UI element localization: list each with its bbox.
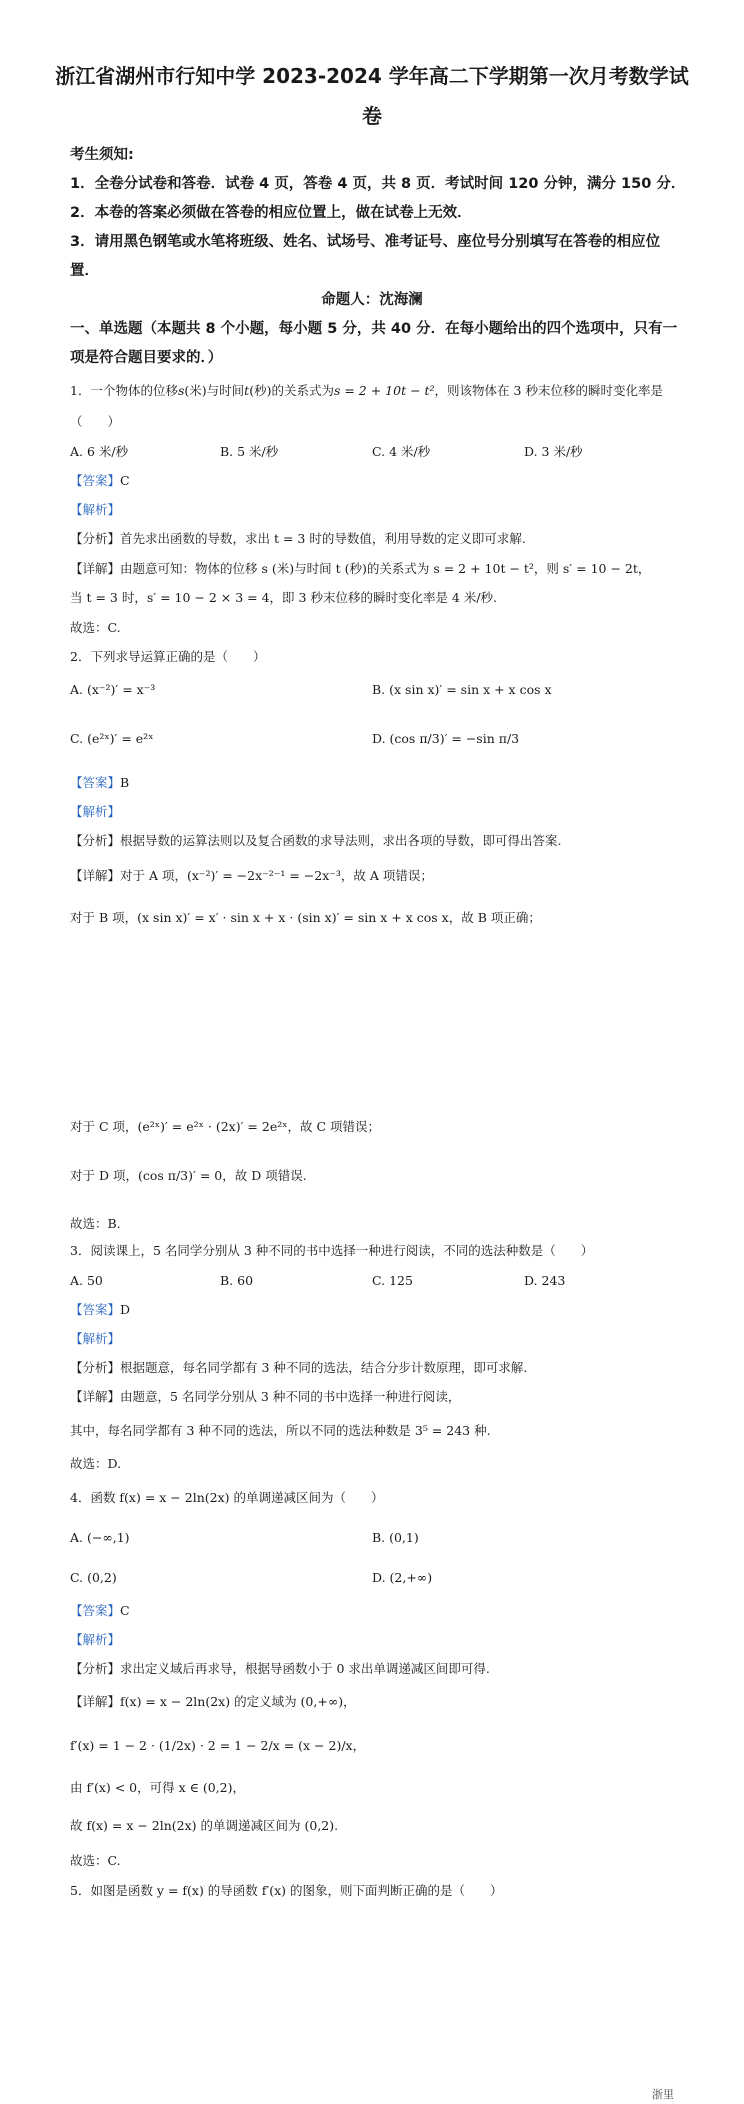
q4-jiexi-label: 【解析】 [70, 1632, 121, 1647]
exam-title-line2: 卷 [362, 104, 382, 128]
q2-detail-a: 【详解】对于 A 项，(x⁻²)′ = −2x⁻²⁻¹ = −2x⁻³，故 A 项错误； [70, 868, 433, 883]
q1-stem: 1．一个物体的位移s(米)与时间t(秒)的关系式为s = 2 + 10t − t²，则该物体在 3 秒末位移的瞬时变化率是 [70, 383, 663, 398]
q3-jiexi-label: 【解析】 [70, 1331, 121, 1346]
section-heading-cont: 项是符合题目要求的．） [70, 350, 223, 366]
q4-option-a: A. (−∞,1) [70, 1530, 130, 1545]
q3-option-a: A. 50 [70, 1273, 103, 1288]
q1-conclusion: 故选：C. [70, 620, 121, 635]
notice-heading: 考生须知: [70, 147, 134, 163]
q5-stem: 5．如图是函数 y = f(x) 的导函数 f′(x) 的图象，则下面判断正确的是（ ） [70, 1883, 503, 1898]
q3-detail-1: 【详解】由题意，5 名同学分别从 3 种不同的书中选择一种进行阅读， [70, 1389, 461, 1404]
q4-detail-4: 故 f(x) = x − 2ln(2x) 的单调递减区间为 (0,2). [70, 1818, 339, 1833]
q4-conclusion: 故选：C. [70, 1853, 121, 1868]
exam-title-line1: 浙江省湖州市行知中学 2023-2024 学年高二下学期第一次月考数学试 [55, 64, 689, 88]
q2-stem: 2．下列求导运算正确的是（ ） [70, 649, 266, 664]
q3-stem: 3．阅读课上，5 名同学分别从 3 种不同的书中选择一种进行阅读，不同的选法种数是（ ） [70, 1243, 594, 1258]
q2-option-a: A. (x⁻²)′ = x⁻³ [70, 682, 156, 697]
notice-item-2: 2．本卷的答案必须做在答卷的相应位置上，做在试卷上无效． [70, 205, 472, 221]
section-heading: 一、单选题（本题共 8 个小题，每小题 5 分，共 40 分．在每小题给出的四个选项中，只有一 [70, 321, 678, 337]
q4-option-b: B. (0,1) [372, 1530, 419, 1545]
q2-analysis: 【分析】根据导数的运算法则以及复合函数的求导法则，求出各项的导数，即可得出答案. [70, 833, 562, 848]
q4-detail-2: f′(x) = 1 − 2 · (1/2x) · 2 = 1 − 2/x = (x − 2)/x， [70, 1738, 366, 1753]
notice-item-1: 1．全卷分试卷和答卷．试卷 4 页，答卷 4 页，共 8 页．考试时间 120 分钟，满分 150 分． [70, 176, 686, 192]
q1-option-b: B. 5 米/秒 [220, 444, 279, 459]
q1-answer: 【答案】C [70, 473, 130, 488]
q1-option-d: D. 3 米/秒 [524, 444, 583, 459]
q2-option-c: C. (e²ˣ)′ = e²ˣ [70, 731, 154, 746]
q4-option-c: C. (0,2) [70, 1570, 117, 1585]
page-footer: 浙里 [652, 2088, 674, 2101]
q1-detail-2: 当 t = 3 时，s′ = 10 − 2 × 3 = 4，即 3 秒末位移的瞬时变化率是 4 米/秒. [70, 590, 498, 605]
q2-option-d: D. (cos π/3)′ = −sin π/3 [372, 731, 520, 746]
q1-paren: （ ） [70, 414, 121, 429]
q3-detail-2: 其中，每名同学都有 3 种不同的选法，所以不同的选法种数是 3⁵ = 243 种. [70, 1423, 491, 1438]
q1-jiexi-label: 【解析】 [70, 502, 121, 517]
q2-detail-d: 对于 D 项，(cos π/3)′ = 0，故 D 项错误. [70, 1168, 307, 1183]
q4-analysis: 【分析】求出定义域后再求导，根据导函数小于 0 求出单调递减区间即可得. [70, 1661, 490, 1676]
author-line: 命题人：沈海澜 [321, 292, 423, 308]
q1-analysis: 【分析】首先求出函数的导数，求出 t = 3 时的导数值，利用导数的定义即可求解. [70, 531, 526, 546]
q4-stem: 4．函数 f(x) = x − 2ln(2x) 的单调递减区间为（ ） [70, 1490, 384, 1505]
q3-option-c: C. 125 [372, 1273, 413, 1288]
q1-option-a: A. 6 米/秒 [70, 444, 129, 459]
notice-item-3: 3．请用黑色钢笔或水笔将班级、姓名、试场号、准考证号、座位号分别填写在答卷的相应位 [70, 234, 661, 250]
q4-answer: 【答案】C [70, 1603, 130, 1618]
q2-conclusion: 故选：B. [70, 1216, 121, 1231]
q1-detail-1: 【详解】由题意可知：物体的位移 s (米)与时间 t (秒)的关系式为 s = 2 + 10t − t²，则 s′ = 10 − 2t， [70, 561, 651, 576]
q2-option-b: B. (x sin x)′ = sin x + x cos x [372, 682, 552, 697]
q2-jiexi-label: 【解析】 [70, 804, 121, 819]
q2-detail-b: 对于 B 项，(x sin x)′ = x′ · sin x + x · (sin x)′ = sin x + x cos x，故 B 项正确； [70, 910, 541, 925]
q3-conclusion: 故选：D. [70, 1456, 122, 1471]
q3-option-b: B. 60 [220, 1273, 254, 1288]
q3-answer: 【答案】D [70, 1302, 131, 1317]
q2-detail-c: 对于 C 项，(e²ˣ)′ = e²ˣ · (2x)′ = 2e²ˣ，故 C 项错误； [70, 1119, 381, 1134]
q3-analysis: 【分析】根据题意，每名同学都有 3 种不同的选法，结合分步计数原理，即可求解. [70, 1360, 528, 1375]
q4-detail-3: 由 f′(x) < 0，可得 x ∈ (0,2)， [70, 1780, 245, 1795]
q4-detail-1: 【详解】f(x) = x − 2ln(2x) 的定义域为 (0,+∞)， [70, 1694, 356, 1709]
q4-option-d: D. (2,+∞) [372, 1570, 433, 1585]
q1-option-c: C. 4 米/秒 [372, 444, 431, 459]
q3-option-d: D. 243 [524, 1273, 566, 1288]
notice-item-3-cont: 置． [70, 263, 99, 279]
q2-answer: 【答案】B [70, 775, 130, 790]
